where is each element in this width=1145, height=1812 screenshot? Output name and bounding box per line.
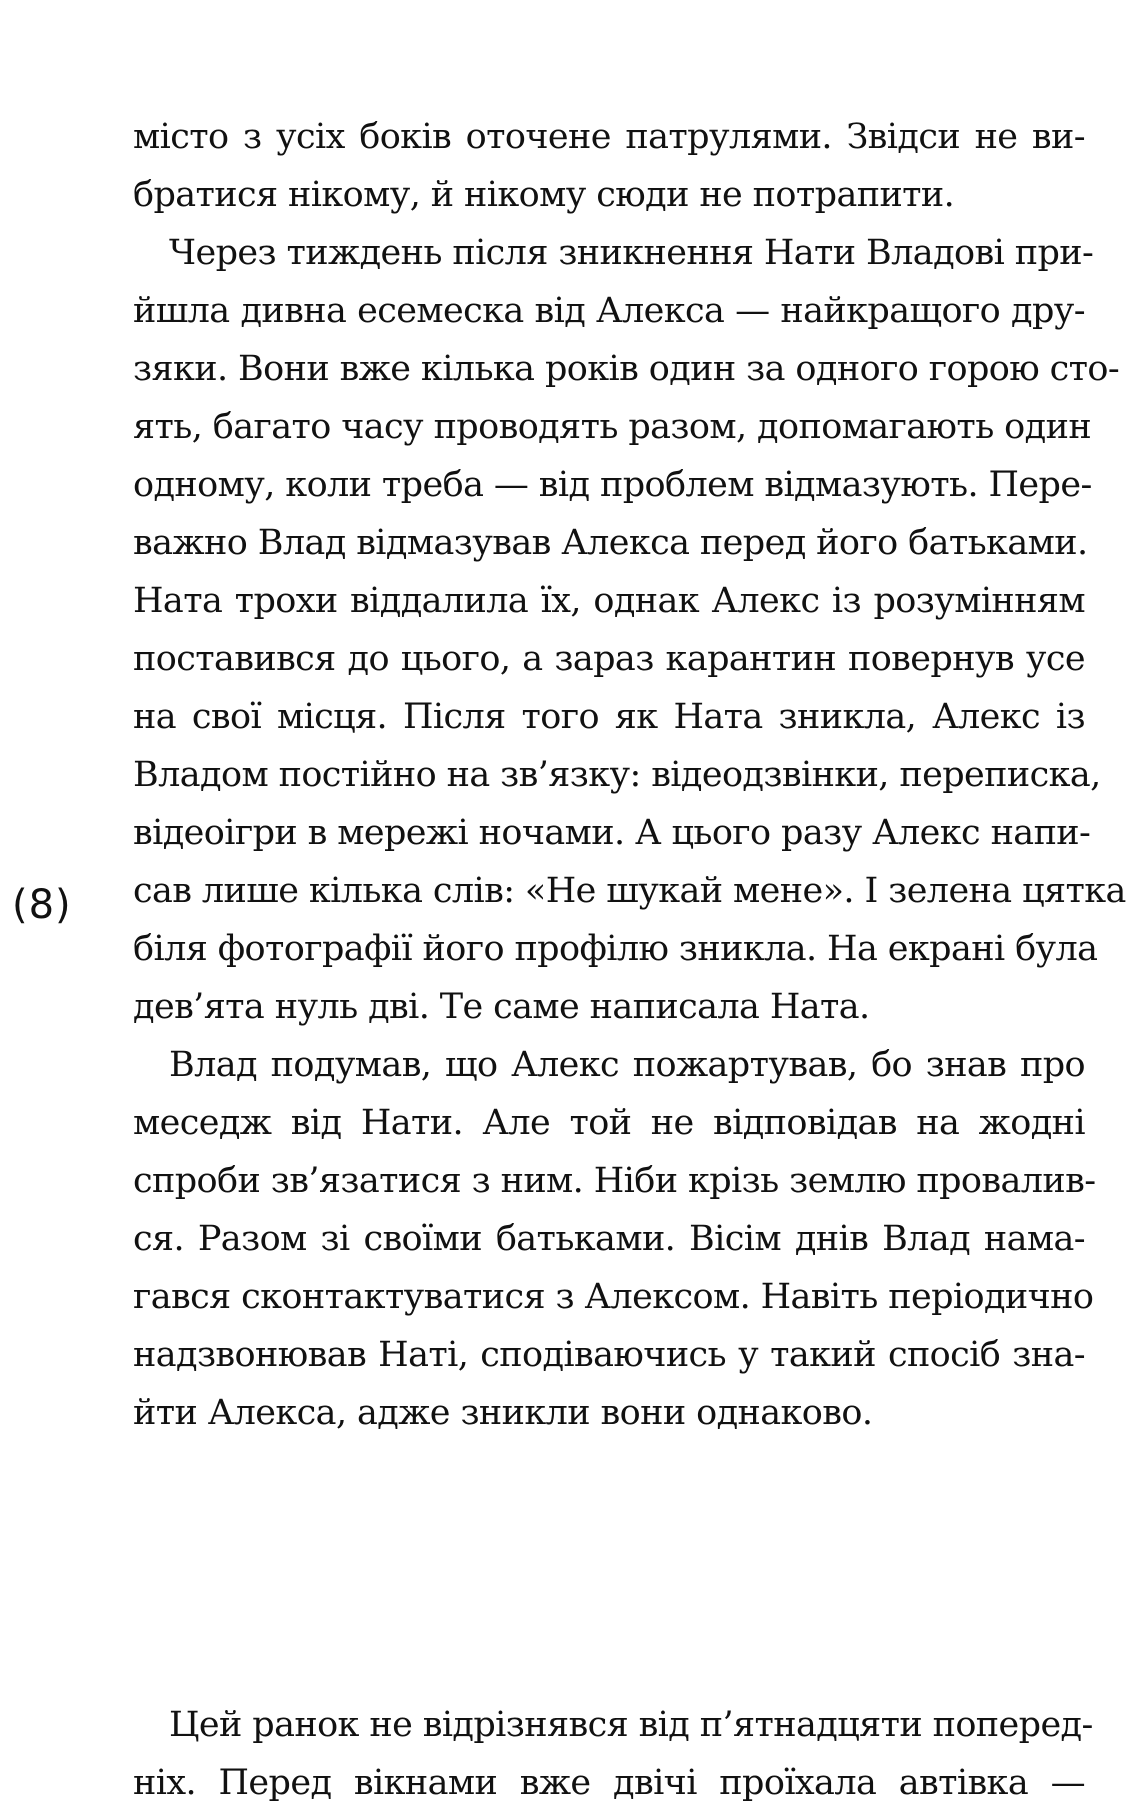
text-line: меседж від Нати. Але той не відповідав на жодні [133,1103,1085,1143]
text-line: зяки. Вони вже кілька років один за одного горою сто- [133,349,1120,389]
paragraph-first-line: Через тиждень після зникнення Нати Владові при- [169,233,1094,273]
text-line: спроби зв’язатися з ним. Ніби крізь землю провалив- [133,1161,1096,1201]
text-line: Ната трохи віддалила їх, однак Алекс із розумінням [133,581,1085,621]
text-line: відеоігри в мережі ночами. А цього разу Алекс напи- [133,813,1091,853]
text-line: дев’ята нуль дві. Те саме написала Ната. [133,987,870,1027]
text-line: йшла дивна есемеска від Алекса — найкращого дру- [133,291,1085,331]
text-line: надзвонював Наті, сподіваючись у такий спосіб зна- [133,1335,1085,1375]
text-line: йти Алекса, адже зникли вони однаково. [133,1393,873,1433]
page-number: (8) [12,882,72,928]
text-line: ніх. Перед вікнами вже двічі проїхала автівка — [133,1763,1085,1803]
text-line: сав лише кілька слів: «Не шукай мене». І зелена цятка [133,871,1126,911]
paragraph-first-line: Цей ранок не відрізнявся від п’ятнадцяти поперед- [169,1705,1093,1745]
text-line: важно Влад відмазував Алекса перед його батьками. [133,523,1088,563]
section-break [133,1442,1085,1696]
text-line: на свої місця. Після того як Ната зникла, Алекс із [133,697,1085,737]
text-line: гався сконтактуватися з Алексом. Навіть періодично [133,1277,1094,1317]
text-line: одному, коли треба — від проблем відмазують. Пере- [133,465,1092,505]
text-line: братися нікому, й нікому сюди не потрапити. [133,175,955,215]
text-line: Владом постійно на зв’язку: відеодзвінки, переписка, [133,755,1101,795]
text-line: ять, багато часу проводять разом, допомагають один [133,407,1092,447]
body-text [133,108,1126,1812]
text-line: місто з усіх боків оточене патрулями. Звідси не ви- [133,117,1085,157]
paragraph-first-line: Влад подумав, що Алекс пожартував, бо знав про [169,1045,1085,1085]
text-line: поставився до цього, а зараз карантин повернув усе [133,639,1085,679]
text-line: біля фотографії його профілю зникла. На екрані була [133,929,1098,969]
text-line: ся. Разом зі своїми батьками. Вісім днів Влад нама- [133,1219,1085,1259]
